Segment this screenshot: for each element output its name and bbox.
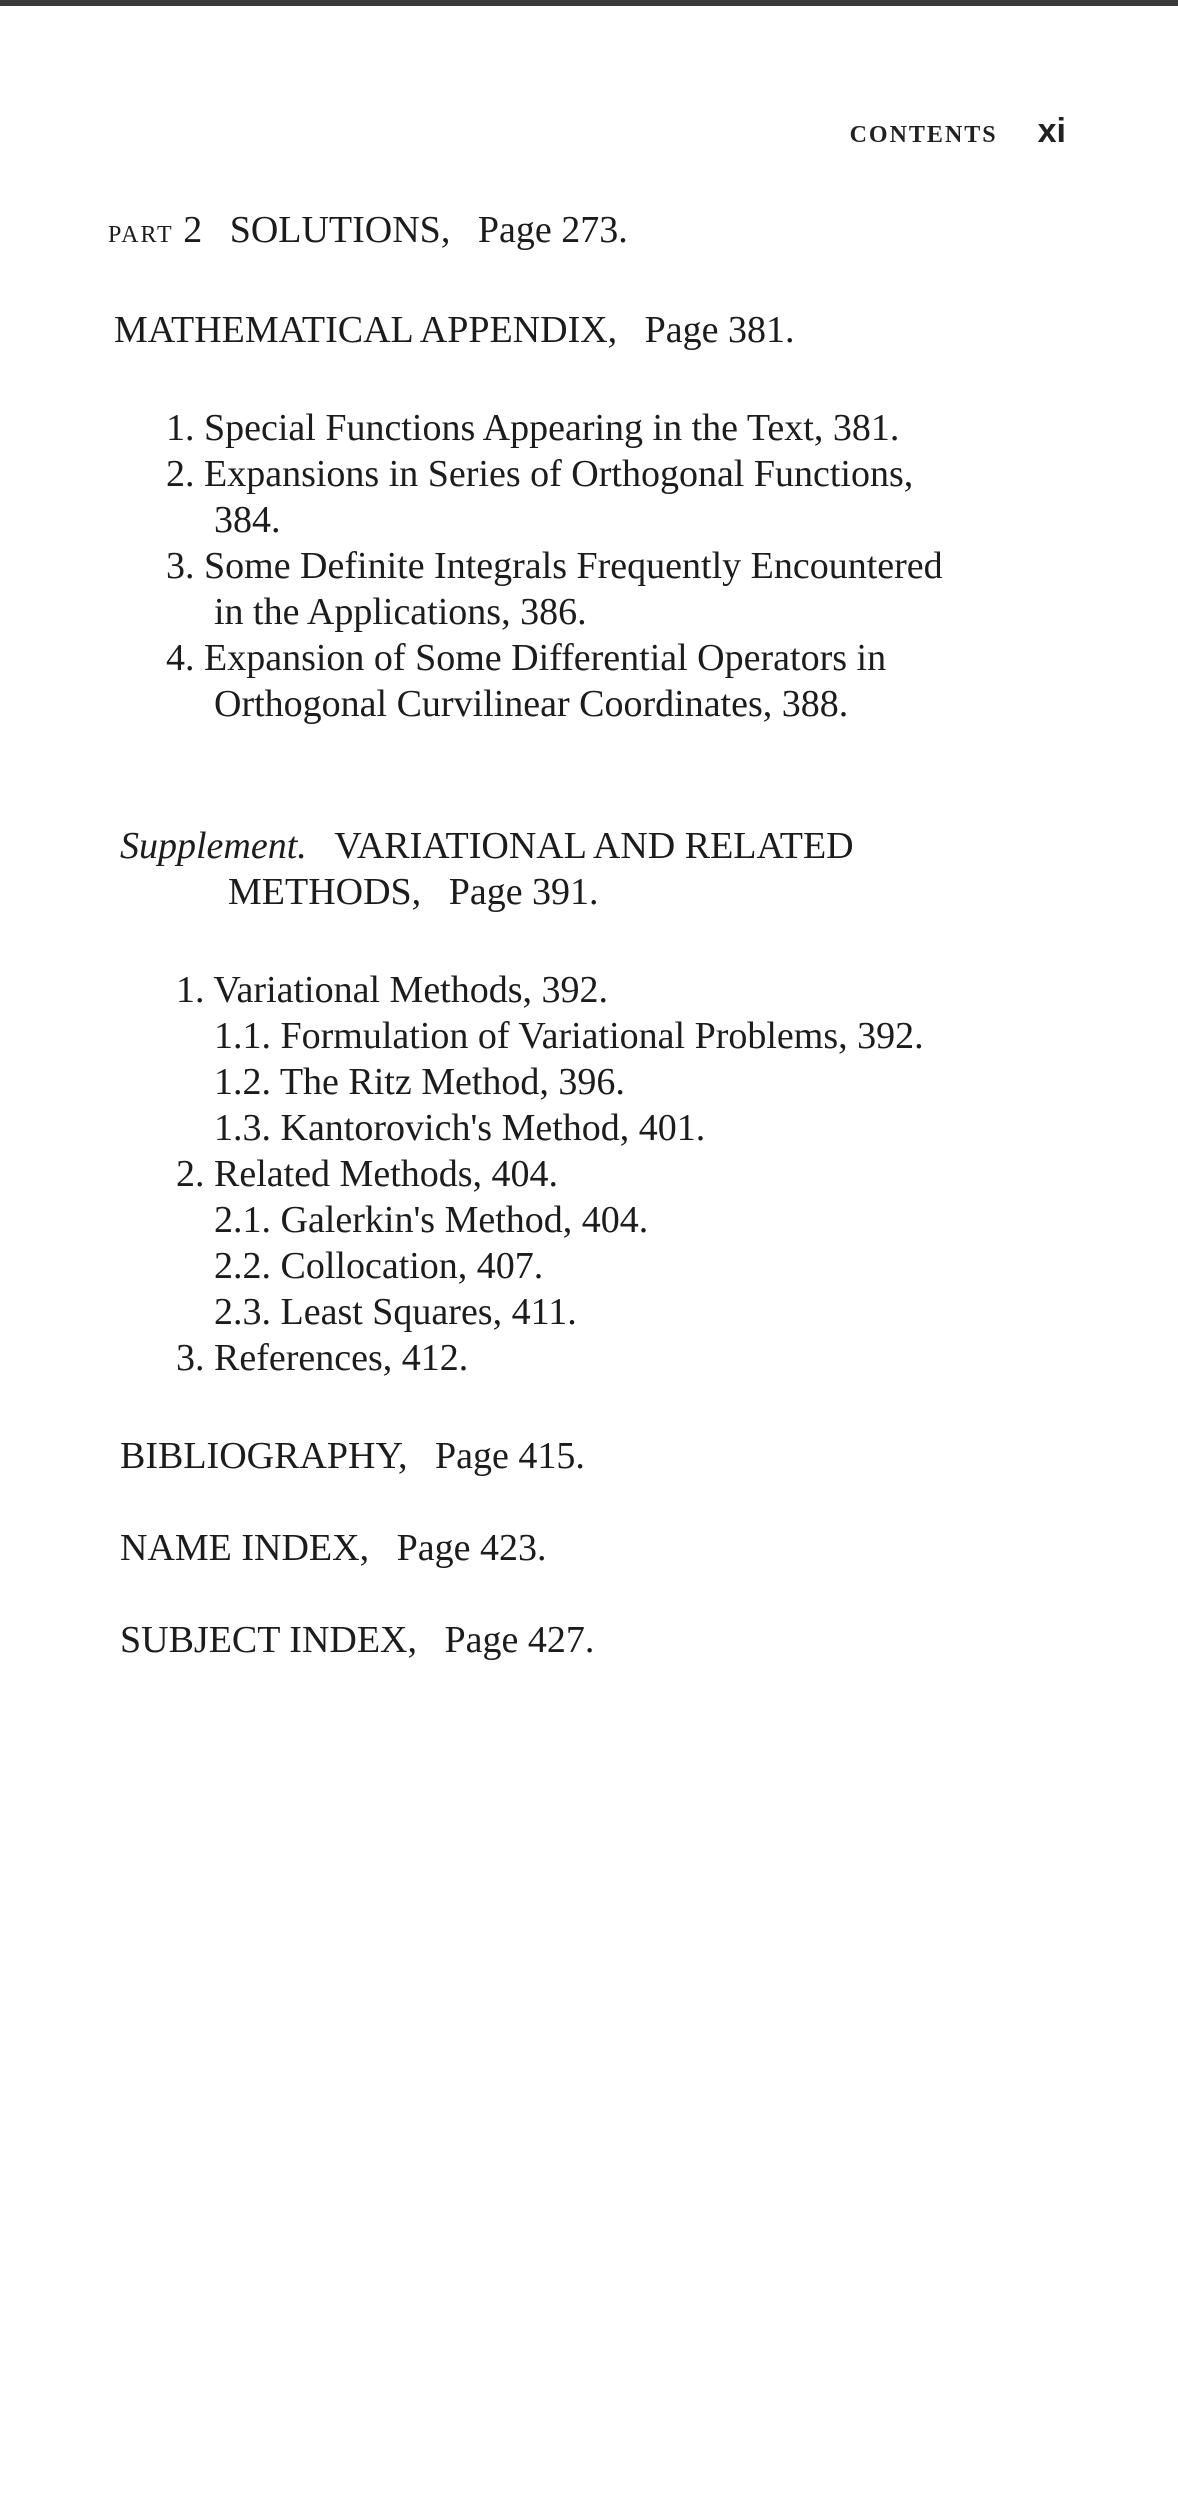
supplement-heading [120,824,854,868]
part-page: Page 273. [477,209,628,251]
supplement-item-2-3: 2.3. Least Squares, 411. [214,1291,577,1333]
appendix-item-3: 3. Some Definite Integrals Frequently Encountered [166,545,943,587]
appendix-item-2-text: 2. Expansions in Series of Orthogonal Functions, [166,453,914,495]
bibliography-entry [120,1434,585,1478]
appendix-item-4-cont: Orthogonal Curvilinear Coordinates, 388. [214,683,849,725]
page-top-rule [0,0,1178,6]
appendix-item-4: 4. Expansion of Some Differential Operators in [166,637,887,679]
subject-index-entry [120,1618,594,1662]
subject-index-title: SUBJECT INDEX, [120,1619,417,1661]
supplement-title-line1: VARIATIONAL AND RELATED [334,825,854,867]
running-head-label: CONTENTS [849,122,998,148]
math-appendix-heading [114,308,795,352]
name-index-title: NAME INDEX, [120,1527,370,1569]
part-prefix: PART [108,222,174,248]
supplement-item-2: 2. Related Methods, 404. [176,1153,559,1195]
supplement-item-2-2: 2.2. Collocation, 407. [214,1245,544,1287]
supplement-item-1-3: 1.3. Kantorovich's Method, 401. [214,1107,706,1149]
running-head [850,112,1066,151]
supplement-label: Supplement. [120,825,307,867]
part-number: 2 [183,209,203,251]
math-appendix-title: MATHEMATICAL APPENDIX, [114,309,618,351]
appendix-item-2 [166,452,1066,496]
name-index-entry [120,1526,546,1570]
subject-index-page: Page 427. [444,1619,595,1661]
supplement-page: Page 391. [448,871,599,913]
page-number: xi [1037,112,1066,150]
supplement-item-1-2: 1.2. The Ritz Method, 396. [214,1061,625,1103]
appendix-item-2-cont: 384. [214,499,281,541]
supplement-title-line2: METHODS, [228,871,422,913]
supplement-heading-cont [228,870,599,914]
part-2-entry [108,208,628,257]
part-title: SOLUTIONS, [229,209,451,251]
supplement-item-1-1: 1.1. Formulation of Variational Problems, 392. [214,1015,924,1057]
supplement-item-1: 1. Variational Methods, 392. [176,969,609,1011]
name-index-page: Page 423. [396,1527,547,1569]
supplement-item-3: 3. References, 412. [176,1337,469,1379]
supplement-item-2-1: 2.1. Galerkin's Method, 404. [214,1199,649,1241]
appendix-item-1: 1. Special Functions Appearing in the Text, 381. [166,407,900,449]
bibliography-title: BIBLIOGRAPHY, [120,1435,408,1477]
math-appendix-page: Page 381. [644,309,795,351]
bibliography-page: Page 415. [435,1435,585,1477]
appendix-item-3-cont: in the Applications, 386. [214,591,587,633]
